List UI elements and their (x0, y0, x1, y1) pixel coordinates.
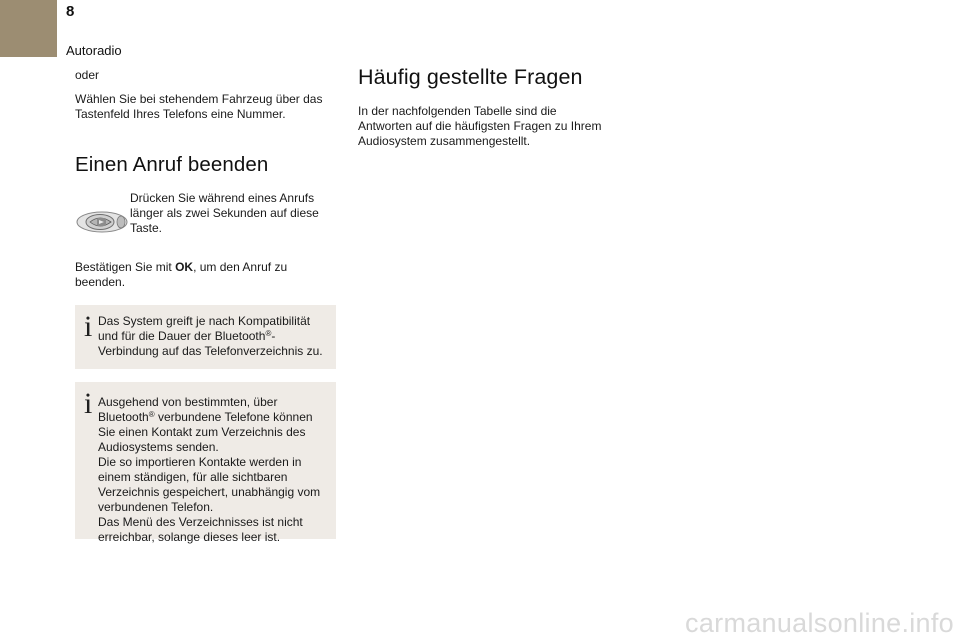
info-icon: i (84, 387, 93, 420)
steering-column-phone-key-icon (75, 202, 129, 242)
page-number: 8 (66, 3, 75, 20)
right-column (358, 66, 608, 149)
chapter-corner-tab (0, 0, 57, 57)
section-title: Autoradio (66, 43, 122, 58)
heading-end-call: Einen Anruf beenden (75, 153, 269, 176)
ok-key-label: OK (175, 260, 194, 274)
info1-text-before: Das System greift je nach Kompatibilität und für die Dauer der Bluetooth (98, 314, 311, 343)
info2-line1-before: Ausgehend von bestimmten, über Bluetooth (98, 395, 278, 424)
info-box-contact-import (75, 382, 336, 544)
info-box-text (75, 382, 336, 554)
info-icon: i (84, 310, 93, 343)
paragraph-or: oder (75, 68, 100, 82)
end-call-instruction (75, 191, 337, 242)
heading-faq: Häufig gestellte Fragen (358, 65, 583, 89)
registered-mark: ® (265, 329, 272, 338)
info-box-text (75, 305, 336, 368)
confirm-text-after: , um den Anruf zu beenden. (75, 260, 288, 289)
info-box-phonebook-access (75, 305, 336, 369)
info2-line2: Die so importieren Kontakte werden in einem ständigen, für alle sichtbaren Verzeichnis gespeichert, unabhängig vom verbundenen Telefon. (98, 455, 321, 514)
confirm-text-before: Bestätigen Sie mit (75, 260, 176, 274)
info2-line3: Das Menü des Verzeichnisses ist nicht erreichbar, solange dieses leer ist. (98, 515, 303, 544)
registered-mark: ® (148, 410, 155, 419)
info2-line1-after: verbundene Telefone können Sie einen Kontakt zum Verzeichnis des Audiosystems senden. (98, 410, 313, 454)
instruction-text: Drücken Sie während eines Anrufs länger als zwei Sekunden auf diese Taste. (130, 191, 319, 235)
watermark: carmanualsonline.info (685, 608, 954, 638)
paragraph-dial-number: Wählen Sie bei stehendem Fahrzeug über das Tastenfeld Ihres Telefons eine Nummer. (75, 92, 323, 121)
info1-text-after: -Verbindung auf das Telefonverzeichnis zu. (98, 329, 323, 358)
paragraph-confirm (75, 260, 337, 290)
paragraph-faq: In der nachfolgenden Tabelle sind die Antworten auf die häufigsten Fragen zu Ihrem Audiosystem zusammengestellt. (358, 104, 602, 148)
left-column (75, 66, 337, 544)
